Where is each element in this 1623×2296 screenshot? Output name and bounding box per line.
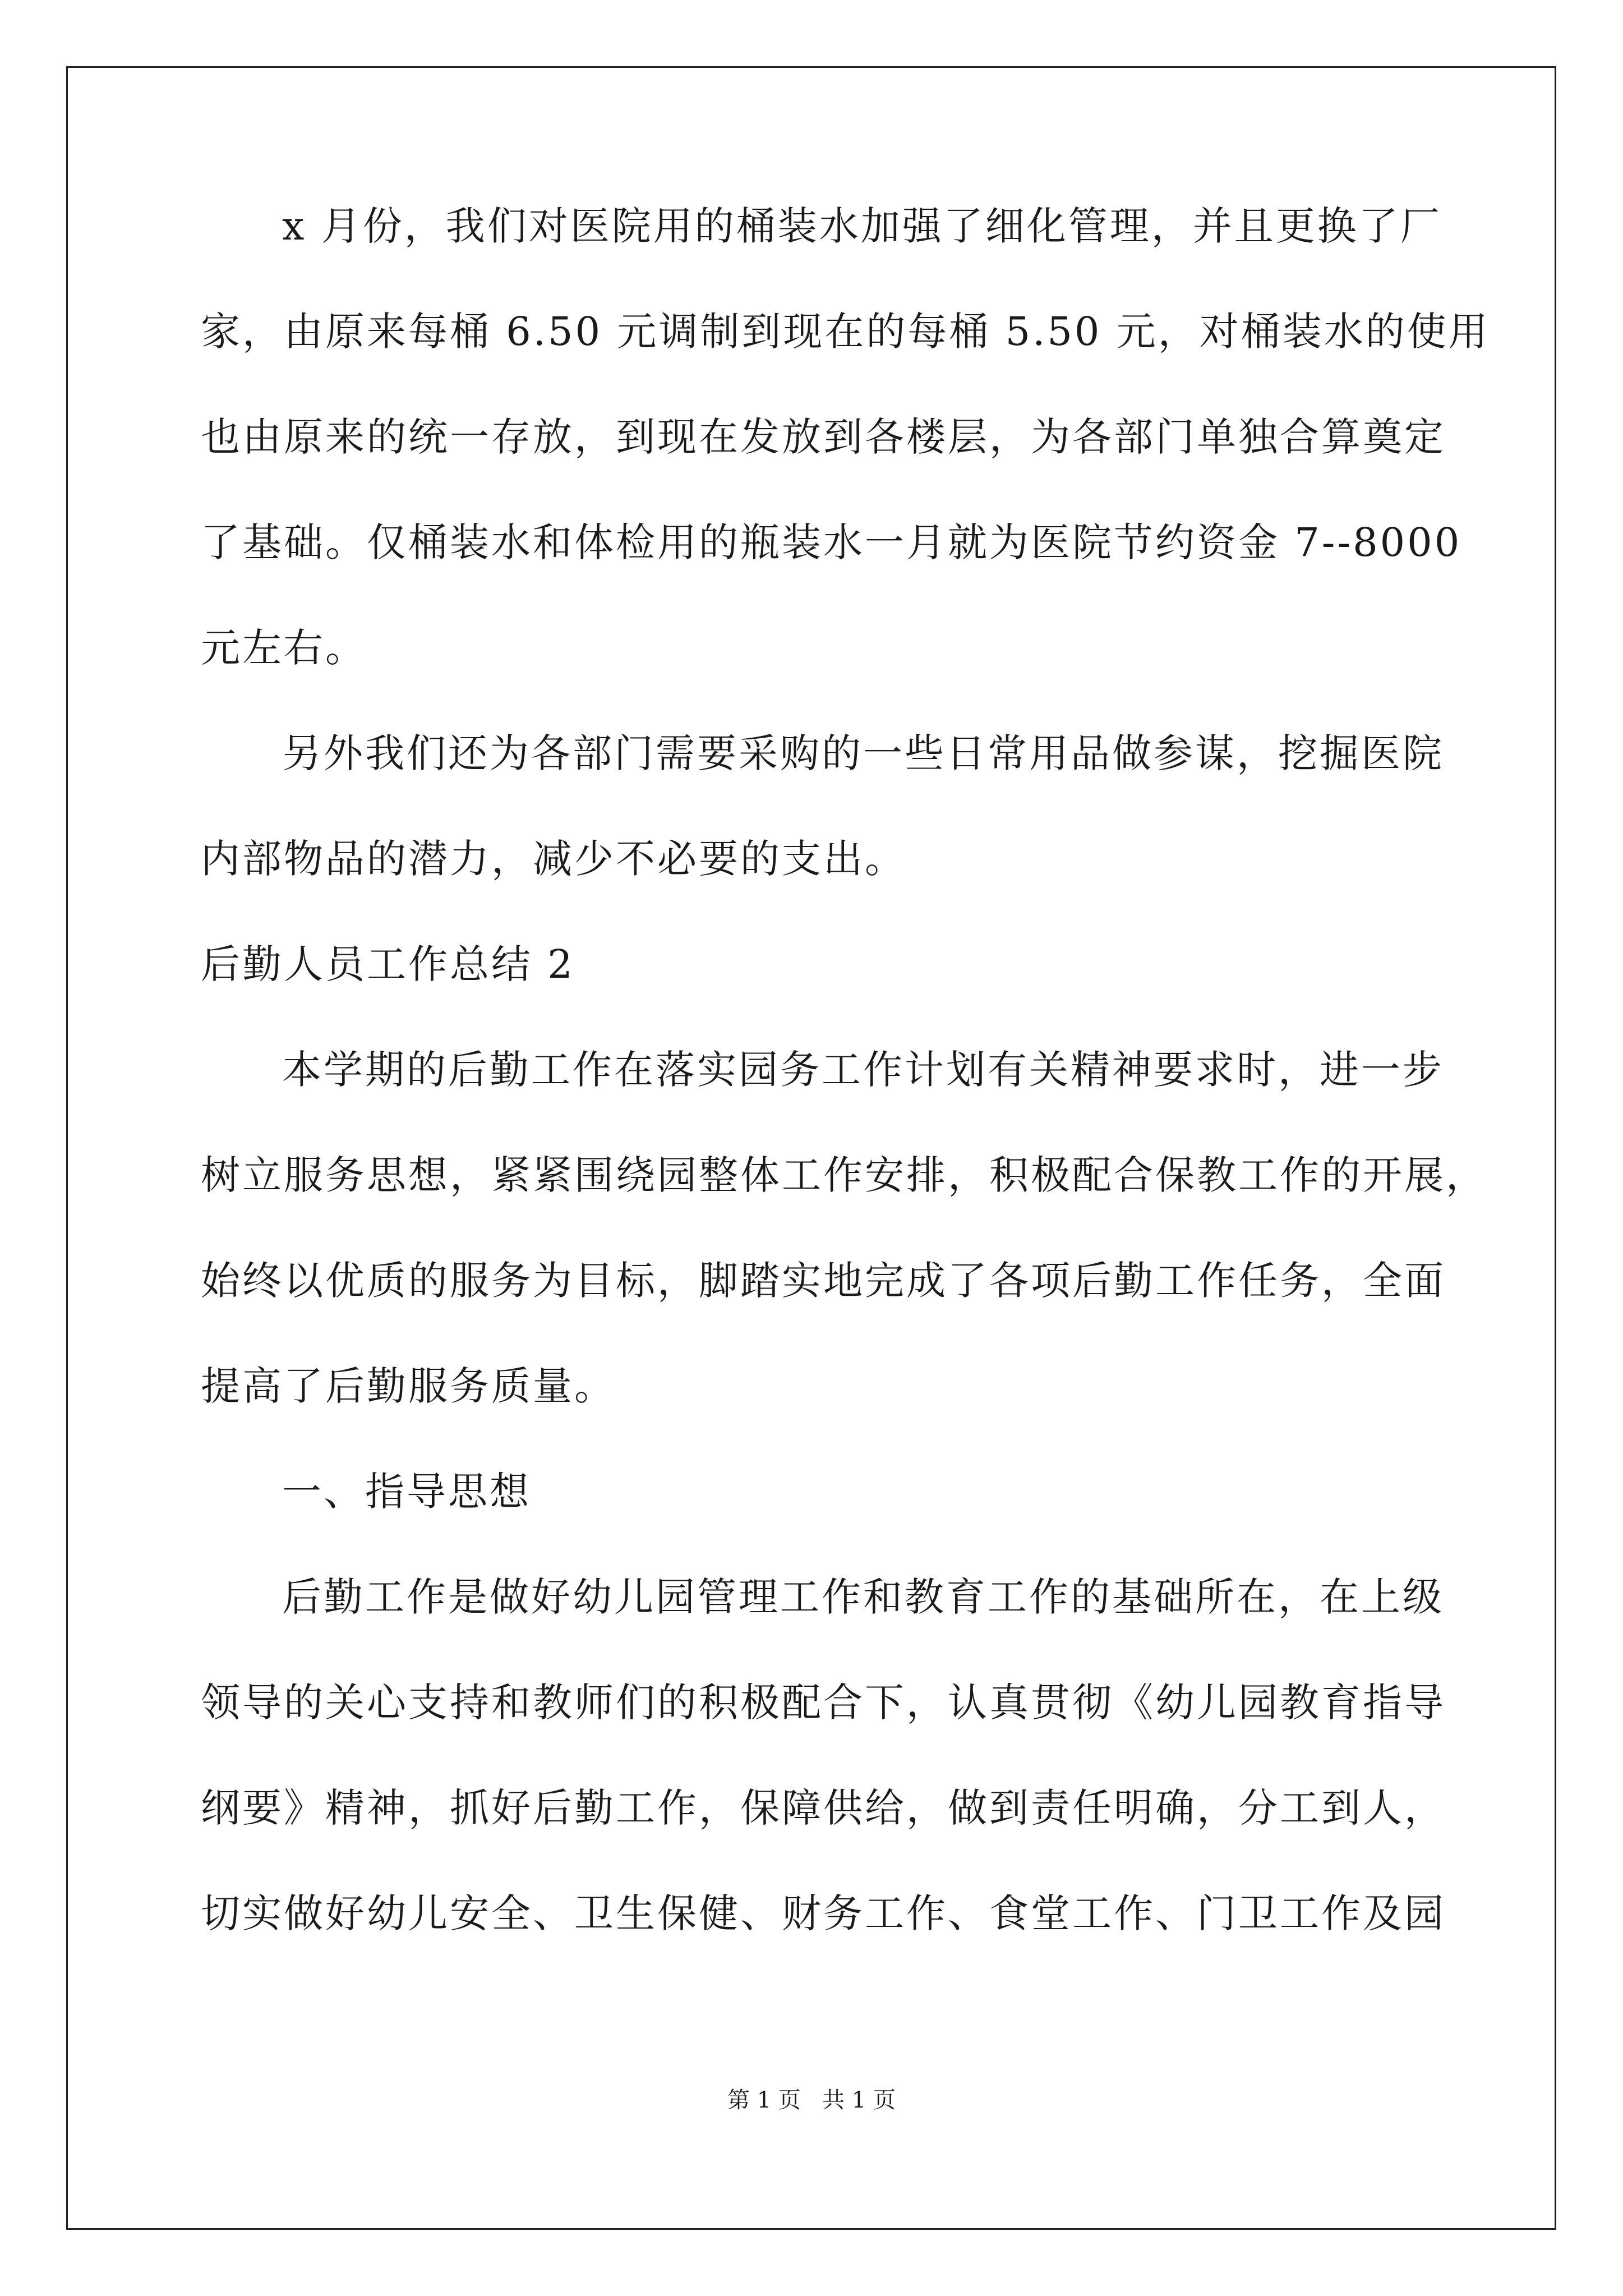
body-line: 领导的关心支持和教师们的积极配合下，认真贯彻《幼儿园教育指导 [201,1680,1446,1726]
body-line: 树立服务思想，紧紧围绕园整体工作安排，积极配合保教工作的开展， [201,1152,1487,1198]
body-line: 元左右。 [201,625,367,671]
body-line: 另外我们还为各部门需要采购的一些日常用品做参谋，挖掘医院 [282,730,1444,776]
body-line: 后勤工作是做好幼儿园管理工作和教育工作的基础所在，在上级 [282,1574,1444,1620]
subsection-heading: 一、指导思想 [282,1469,531,1515]
body-line: 了基础。仅桶装水和体检用的瓶装水一月就为医院节约资金 7--8000 [201,519,1462,565]
body-line: 也由原来的统一存放，到现在发放到各楼层，为各部门单独合算奠定 [201,414,1446,460]
body-line: 纲要》精神，抓好后勤工作，保障供给，做到责任明确，分工到人， [201,1785,1446,1831]
body-line: x 月份，我们对医院用的桶装水加强了细化管理，并且更换了厂 [282,203,1442,249]
section-title: 后勤人员工作总结 2 [201,941,575,987]
body-line: 家，由原来每桶 6.50 元调制到现在的每桶 5.50 元，对桶装水的使用 [201,309,1490,355]
body-line: 本学期的后勤工作在落实园务工作计划有关精神要求时，进一步 [282,1047,1444,1093]
body-line: 提高了后勤服务质量。 [201,1363,616,1409]
document-body [201,203,1490,1999]
body-line: 内部物品的潜力，减少不必要的支出。 [201,836,906,882]
body-line: 切实做好幼儿安全、卫生保健、财务工作、食堂工作、门卫工作及园 [201,1890,1446,1936]
page-footer: 第 1 页 共 1 页 [727,2087,896,2113]
body-line: 始终以优质的服务为目标，脚踏实地完成了各项后勤工作任务，全面 [201,1258,1446,1304]
